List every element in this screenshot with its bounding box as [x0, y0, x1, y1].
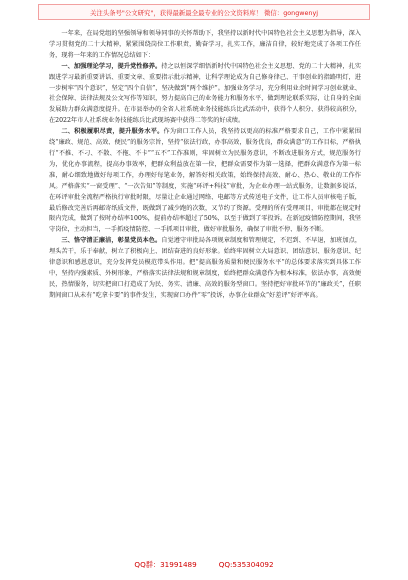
document-body: [49, 29, 361, 302]
footer-contact: [0, 560, 408, 574]
footer-qq: QQ:535304092: [218, 560, 274, 569]
intro-paragraph: 一年来，在局党组的坚强领导和领导同事的关怀帮助下，我坚持以新时代中国特色社会主义思想为指导，深入学习贯彻党的二十大精神，紧紧围绕岗位工作职责，勤奋学习，扎实工作，廉洁自律，较好地完成了各项工作任务，现将一年来的工作情况总结如下：: [49, 30, 361, 59]
section-1-heading: 一、加强理论学习，提升党性修养。: [61, 62, 162, 70]
section-1-body: 持之以恒深学细悟新时代中国特色社会主义思想、党的二十大精神，扎实跟进学习最新重要讲话、重要文章、重要指示批示精神，让科学理论成为自己修身律己、干事创业的指路明灯，进一步树牢“四个意识”，坚定“四个自信”，坚决做到“两个维护”。加强业务学习，充分利用业余时间学习创业就业、社会保障、法律法规及公文写作等知识，努力提高自己的业务能力和服务水平，做到理论联系实际，让自身的全面发展助力群众满意度提升。在市县举办的全省人社系统业务技能练兵比武活动中，获得个人积分、获得较高积分，在2022年市人社系统业务技能练兵比武现场赛中获得二等奖的好成绩。: [49, 62, 362, 125]
section-2: [49, 127, 361, 236]
section-2-heading: 二、积极履职尽责，提升服务水平。: [61, 128, 164, 136]
promo-banner: 关注头条号"公文研究"，获得最新最全最专业的公文资料库！ 微信：gongwenyj: [38, 4, 370, 20]
footer-qq-group: QQ群：31991489: [134, 560, 197, 569]
section-3-heading: 三、恪守清正廉洁，彰显党员本色。: [61, 237, 162, 245]
section-1: [49, 62, 361, 127]
section-3: [49, 236, 361, 301]
section-2-body: 作为窗口工作人员，我坚持以更高的标准严格要求自己，工作中紧紧围绕“廉政、规范、高效、便民”的服务宗旨，坚持“依法行政，办事高效，服务优良，群众满意”的工作目标，严格执行“不推、不刁、不散、不拖、不卡”“五不”工作准则，牢固树立为民服务意识，不断改进服务方式，规范服务行为，优化办事流程，提高办事效率，把群众利益放在第一位，把群众需要作为第一选择，把群众满意作为第一标准，耐心细致地做好每项工作，办理好每笔业务，解答好相关政策，始终保持高效、耐心、热心、敬业的工作作风。严格落实“一窗受理”、“一次告知”等制度，实施“环评+科技”审批，为企业办理一站式服务，让数据多说话，在环评审批全流程严格执行审批时限，尽量让企业通过网络、电邮等方式传送电子文件，让工作人员审核电子版，最后修改完善后再邮寄纸质文件，既做到了减少跑的次数，又节约了资源。受理的所有受理项目，审批都在规定时限内完成，做到了按时办结率100%，提前办结率超过了50%，以至于做到了零投诉。在新冠疫情防控期间，我坚守岗位，主动担当，一手抓疫情防控、一手抓项目审批，做好审批服务，确保了审批不停、服务不断。: [49, 128, 362, 234]
section-3-body: 自觉遵守审批局各项规章制度和管理规定，不迟到、不早退，加班加点，埋头苦干，乐于奉献，树立了积极向上、团结奋进的良好形象。始终牢固树立大局意识、团结意识、服务意识、纪律意识和感恩意识，充分发挥党员模范带头作用。把“提高服务质量和便民服务水平”的总体要求落实到具体工作中，坚持内强素质、外树形象，严格落实法律法规和规章制度，始终把群众满意作为根本标准，依法办事，高效便民，热情服务，切实把窗口打造成了为民、务实、清廉、高效的服务型窗口。坚持把好审批环节的“廉政关”，任职期间窗口从未有“吃拿卡要”的事件发生，实现窗口办件“零”投诉，办事企业群众“好差评”好评率高。: [49, 237, 362, 299]
